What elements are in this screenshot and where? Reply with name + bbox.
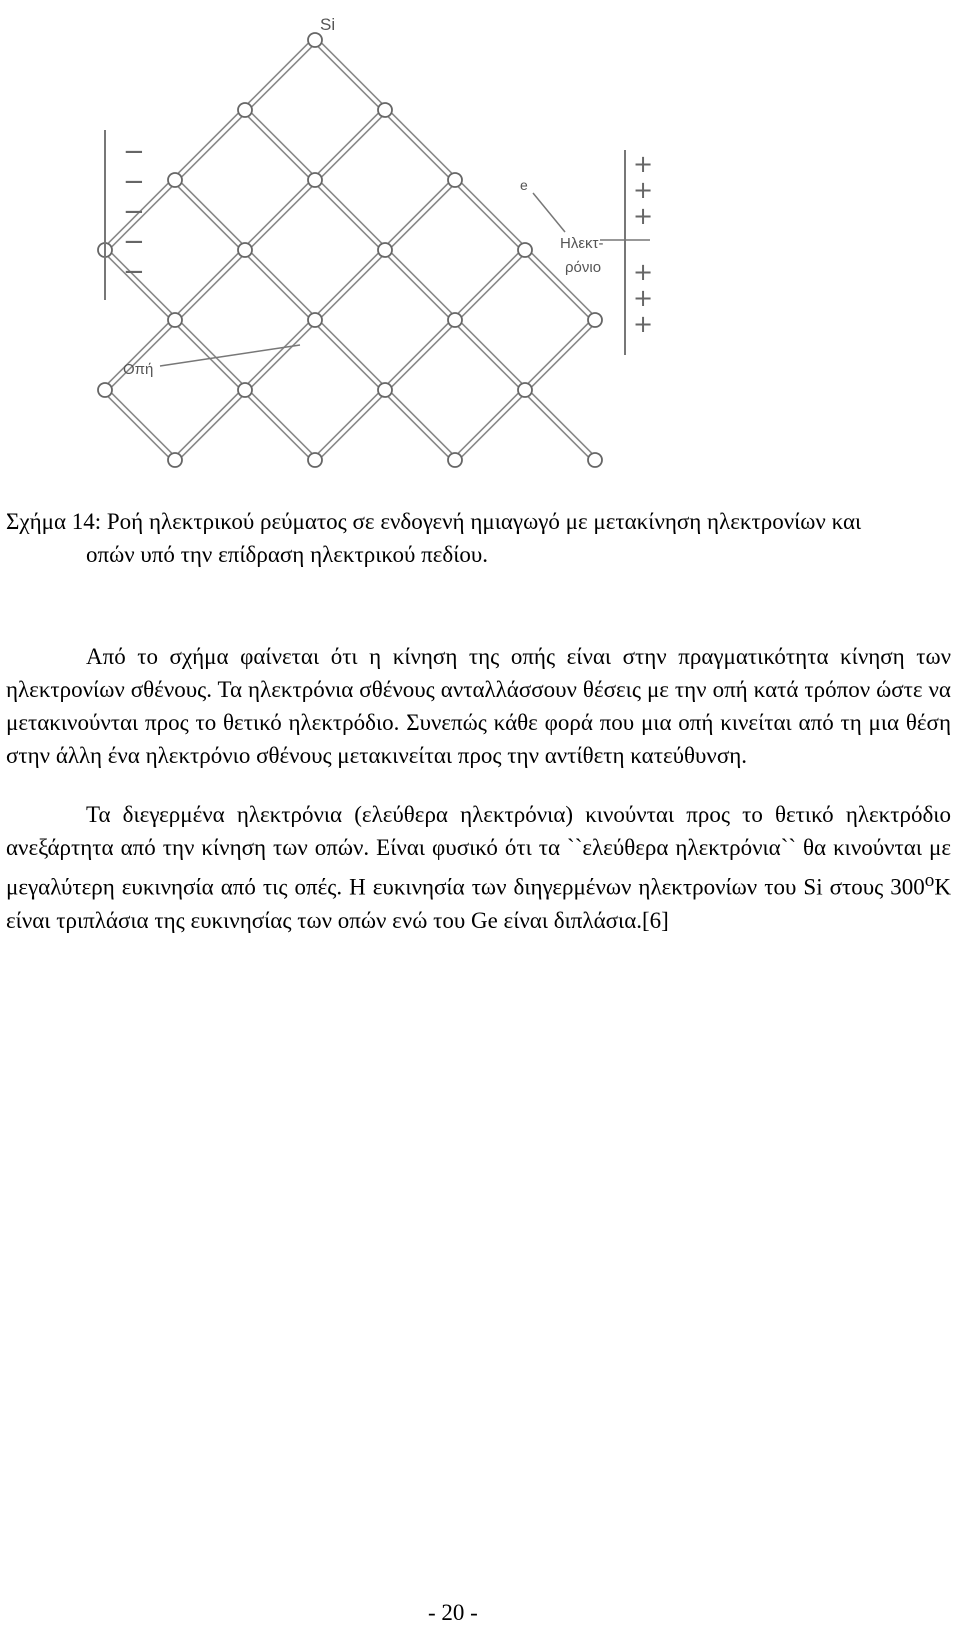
- bond-line: [383, 252, 453, 322]
- bond-line: [243, 392, 313, 462]
- bond-line: [173, 248, 243, 318]
- si-atom: [308, 313, 322, 327]
- minus-sign: −: [123, 167, 145, 197]
- bond-line: [383, 112, 453, 182]
- si-atom: [518, 383, 532, 397]
- plus-sign: +: [633, 176, 654, 204]
- paragraph-2-text-b: K είναι τριπλάσια της ευκινησίας των οπών ενώ του Ge είναι διπλάσια.[6]: [6, 874, 951, 933]
- si-atom: [588, 313, 602, 327]
- bond-line: [317, 318, 387, 388]
- bond-line: [313, 322, 383, 392]
- bond-line: [103, 392, 173, 462]
- si-atom: [238, 383, 252, 397]
- si-atom: [378, 383, 392, 397]
- bond-line: [387, 182, 457, 252]
- bond-line: [173, 322, 243, 392]
- electron-label-line1: Ηλεκτ-: [560, 235, 604, 252]
- minus-sign: −: [123, 137, 145, 167]
- bond-line: [107, 388, 177, 458]
- si-atom: [448, 313, 462, 327]
- si-atom: [168, 313, 182, 327]
- bond-line: [383, 178, 453, 248]
- bond-line: [387, 108, 457, 178]
- si-atom: [378, 243, 392, 257]
- bond-line: [313, 182, 383, 252]
- si-atom: [168, 453, 182, 467]
- bond-line: [173, 388, 243, 458]
- bond-line: [247, 182, 317, 252]
- paragraph-hole-motion: Από το σχήμα φαίνεται ότι η κίνηση της οπής είναι στην πραγματικότητα κίνηση των ηλεκτρονίων σθένους. Τα ηλεκτρόνια σθένους ανταλλάσσουν θέσεις με την οπή κατά τρόπον ώστε να μετακινούνται προς το θετικό ηλεκτρόδιο. Συνεπώς κάθε φορά που μια οπή κινείται από τη μια θέση στην άλλη ένα ηλεκτρόνιο σθένους μετακινείται προς την αντίθετη κατεύθυνση.: [6, 644, 951, 768]
- bond-line: [247, 248, 317, 318]
- bond-line: [243, 38, 313, 108]
- bond-line: [387, 388, 457, 458]
- bond-line: [313, 42, 383, 112]
- electron-label-line2: ρόνιο: [565, 259, 602, 276]
- bond-line: [317, 112, 387, 182]
- bond-line: [247, 42, 317, 112]
- bond-line: [317, 392, 387, 462]
- si-atoms: [98, 33, 602, 467]
- si-atom: [308, 173, 322, 187]
- bond-line: [383, 318, 453, 388]
- si-atom: [448, 453, 462, 467]
- bond-line: [457, 392, 527, 462]
- silicon-lattice-figure: [95, 0, 675, 480]
- plus-sign: +: [633, 258, 654, 286]
- bond-line: [247, 108, 317, 178]
- bond-line: [243, 318, 313, 388]
- bond-line: [177, 318, 247, 388]
- bond-line: [453, 182, 523, 252]
- bond-line: [177, 252, 247, 322]
- bond-line: [527, 322, 597, 392]
- si-atom: [308, 453, 322, 467]
- bond-line: [173, 182, 243, 252]
- bond-line: [383, 392, 453, 462]
- negative-signs: [123, 137, 145, 287]
- minus-sign: −: [123, 227, 145, 257]
- bond-line: [247, 322, 317, 392]
- plus-sign: +: [633, 310, 654, 338]
- si-atom: [588, 453, 602, 467]
- bond-line: [317, 252, 387, 322]
- electron-pointer-line: [533, 193, 565, 232]
- minus-sign: −: [123, 257, 145, 287]
- bond-line: [457, 178, 527, 248]
- si-atom: [238, 103, 252, 117]
- paragraph-electron-mobility: [6, 798, 951, 937]
- bond-line: [173, 108, 243, 178]
- bond-line: [313, 248, 383, 318]
- si-atom: [98, 383, 112, 397]
- bond-line: [527, 388, 597, 458]
- paragraph-2-text-a: Τα διεγερμένα ηλεκτρόνια (ελεύθερα ηλεκτρόνια) κινούνται προς το θετικό ηλεκτρόδιο ανεξάρτητα από την κίνηση των οπών. Είναι φυσικό ότι τα ``ελεύθερα ηλεκτρόνια`` θα κινούνται με μεγαλύτερη ευκινησία από τις οπές. Η ευκινησία των διηγερμένων ηλεκτρονίων του Si στους 300: [6, 802, 951, 900]
- si-atom: [448, 173, 462, 187]
- figure-caption: [6, 505, 951, 571]
- bond-line: [453, 248, 523, 318]
- si-atom: [378, 103, 392, 117]
- bond-line: [107, 322, 177, 392]
- plus-sign: +: [633, 284, 654, 312]
- bond-line: [457, 318, 527, 388]
- si-atom: [308, 33, 322, 47]
- plus-sign: +: [633, 202, 654, 230]
- bond-line: [177, 392, 247, 462]
- plus-sign: +: [633, 150, 654, 178]
- bond-line: [523, 318, 593, 388]
- minus-sign: −: [123, 197, 145, 227]
- page-number: - 20 -: [428, 1600, 478, 1625]
- bond-line: [177, 112, 247, 182]
- bond-line: [243, 112, 313, 182]
- bond-line: [457, 252, 527, 322]
- si-atom: [238, 243, 252, 257]
- bond-line: [313, 388, 383, 458]
- degree-superscript: o: [924, 870, 935, 891]
- bond-line: [313, 108, 383, 178]
- bond-line: [317, 38, 387, 108]
- caption-line-2: οπών υπό την επίδραση ηλεκτρικού πεδίου.: [86, 542, 489, 567]
- bond-line: [243, 252, 313, 322]
- bond-line: [453, 388, 523, 458]
- hole-label: Οπή: [123, 361, 154, 378]
- lattice-diagram: [95, 0, 675, 480]
- bond-line: [243, 178, 313, 248]
- bond-line: [387, 248, 457, 318]
- bond-line: [387, 322, 457, 392]
- positive-signs: [633, 150, 653, 338]
- bond-line: [523, 392, 593, 462]
- bond-line: [177, 178, 247, 248]
- si-atom: [518, 243, 532, 257]
- caption-line-1: Σχήμα 14: Ροή ηλεκτρικού ρεύματος σε ενδογενή ημιαγωγό με μετακίνηση ηλεκτρονίων και: [6, 509, 862, 534]
- si-atom: [168, 173, 182, 187]
- bond-line: [317, 178, 387, 248]
- bond-line: [247, 388, 317, 458]
- hole-pointer-line: [160, 345, 300, 366]
- si-label: Si: [320, 15, 336, 34]
- electron-symbol-label: e: [520, 177, 528, 193]
- bond-line: [453, 322, 523, 392]
